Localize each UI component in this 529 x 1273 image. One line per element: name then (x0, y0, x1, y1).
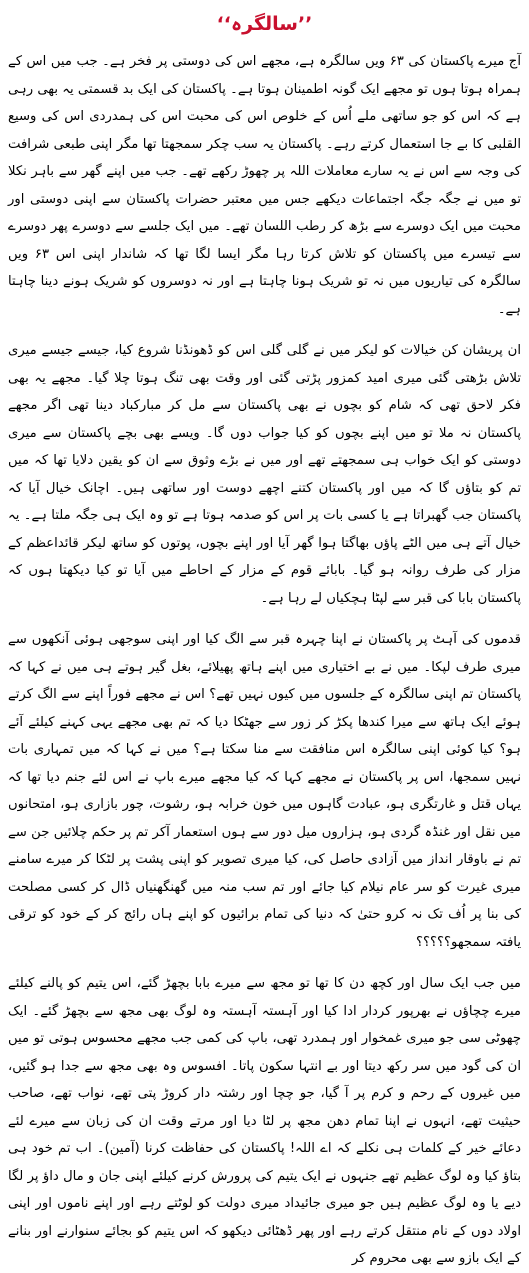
article-title: ’’سالگرہ‘‘ (216, 13, 313, 35)
article-paragraph-4: میں جب ایک سال اور کچھ دن کا تھا تو مجھ سے میرے بابا بچھڑ گئے، اس یتیم کو پالنے کیلئے میرے چچاؤں نے بھرپور کردار ادا کیا اور آہستہ آہستہ وہ لوگ بھی مجھ سے بچھڑ گئے۔ ایک چھوٹی سی جو میری غمخوار اور ہمدرد تھی، باپ کی کمی جب مجھے محسوس ہوتی تو میں ان کی گود میں سر رکھ دیتا اور بے انتہا سکون پاتا۔ افسوس وہ بھی مجھ سے جدا ہو گئیں، میں غیروں کے رحم و کرم پر آ گیا، جو چچا اور رشتہ دار کروڑ پتی تھے، نواب تھے، صاحب حیثیت تھے، انہوں نے اپنا تمام دھن مجھ پر لٹا دیا اور مرتے وقت ان کی زبان سے میرے لئے دعائے خیر کے کلمات ہی نکلے کہ اے اللہ! پاکستان کی حفاظت کرنا (آمین)۔ اب تم خود ہی بتاؤ کیا وہ لوگ عظیم تھے جنہوں نے ایک یتیم کی پرورش کرنے کیلئے اپنی جان و مال داؤ پر لگا دیے یا وہ لوگ عظیم ہیں جو میری جائیداد میری دولت کو لوٹتے رہے اور اپنے ناموں اور اپنی اولاد دوں کے نام منتقل کرتے رہے اور پھر ڈھٹائی دیکھو کہ اس یتیم کو بجائے سنوارنے اور بنانے کے ایک بازو سے بھی محروم کر (8, 976, 521, 1266)
article-paragraph-2: ان پریشان کن خیالات کو لیکر میں نے گلی گلی اس کو ڈھونڈنا شروع کیا، جیسے جیسے میری تلاش بڑھتی گئی میری امید کمزور پڑتی گئی اور وقت بھی تنگ ہوتا چلا گیا۔ مجھے یہ بھی فکر لاحق تھی کہ شام کو بچوں نے بھی پاکستان سے مل کر مبارکباد دینا تھی اگر مجھے پاکستان نہ ملا تو میں اپنے بچوں کو کیا جواب دوں گا۔ ویسے بھی بچے پاکستان سے میری دوستی کو ایک خواب ہی سمجھتے تھے اور میں نے بڑے وثوق سے ان کو یقین دلایا تھا کہ میں تم کو بتاؤں گا کہ میں اور پاکستان کتنے اچھے دوست اور ساتھی ہیں۔ اچانک خیال آیا کہ پاکستان جب گھبراتا ہے یا کسی بات پر اس کو صدمہ ہوتا ہے تو وہ ایک ہی جگہ ملتا ہے۔ یہ خیال آتے ہی میں الٹے پاؤں بھاگتا ہوا گھر آیا اور اپنے بچوں، پوتوں کو ساتھ لیکر قائداعظم کے مزار کی طرف روانہ ہو گیا۔ بابائے قوم کے مزار کے احاطے میں آیا تو کیا دیکھتا ہوں کہ پاکستان بابا کی قبر سے لپٹا ہچکیاں لے رہا ہے۔ (8, 343, 521, 606)
article-paragraph-3: قدموں کی آہٹ پر پاکستان نے اپنا چہرہ قبر سے الگ کیا اور اپنی سوجھی ہوئی آنکھوں سے میری طرف لپکا۔ میں نے بے اختیاری میں اپنے ہاتھ پھیلائے، بغل گیر ہوتے ہی میں نے کہا کہ پاکستان تم اپنی سالگرہ کے جلسوں میں کیوں نہیں تھے؟ اس نے مجھے فوراً اپنے سے الگ کرتے ہوئے ایک ہاتھ سے میرا کندھا پکڑ کر زور سے جھٹکا دیا کہ تم بھی مجھے یہی کہنے کیلئے آئے ہو؟ کیا کوئی اپنی سالگرہ اس منافقت سے منا سکتا ہے؟ میں نے کہا کہ میں تمہاری بات نہیں سمجھا، اس پر پاکستان نے مجھے کہا کہ کیا مجھے میرے باپ نے اس لئے جنم دیا تھا کہ یہاں قتل و غارتگری ہو، عبادت گاہوں میں خون خرابہ ہو، رشوت، چور بازاری ہو، امتحانوں میں نقل اور غنڈہ گردی ہو، ہزاروں میل دور سے ہوں استعمار آکر تم پر حکم چلائیں جن سے تم نے باوقار انداز میں آزادی حاصل کی، کیا میری تصویر کو اپنی پشت پر لٹکا کر میرے سامنے میری غیرت کو سر عام نیلام کیا جائے اور تم سب منہ میں گھنگھنیاں ڈال کر کسی مصلحت کی بنا پر اُف تک نہ کرو حتیٰ کہ دنیا کی تمام برائیوں کو اپنے ہاں رائج کر کے خود کو ترقی یافتہ سمجھو؟؟؟؟؟ (8, 632, 521, 950)
article-paragraph-1: آج میرے پاکستان کی ۶۳ ویں سالگرہ ہے، مجھے اس کی دوستی پر فخر ہے۔ جب میں اس کے ہمراہ ہوتا ہوں تو مجھے ایک گونہ اطمینان ہوتا ہے۔ پاکستان کی ایک بد قسمتی یہ بھی رہی ہے کہ اس کو جو ساتھی ملے اُس کے خلوص اس کی محبت اس کی ہمدردی اس کی وسیع القلبی کا بے جا استعمال کرتے رہے۔ پاکستان یہ سب چکر سمجھتا تھا مگر اپنی طبعی شرافت کی وجہ سے اس نے یہ سارے معاملات اللہ پر چھوڑ رکھے تھے۔ جب میں اپنے گھر سے باہر نکلا تو میں نے جگہ جگہ اجتماعات دیکھے جس میں معتبر حضرات پاکستان سے اپنی دوستی اور محبت میں ایک دوسرے سے بڑھ کر رطب اللسان تھے۔ میں ایک جلسے سے دوسرے پھر دوسرے سے تیسرے میں پاکستان کو تلاش کرتا رہا مگر ایسا لگا تھا کہ شاندار اپنی اس ۶۳ ویں سالگرہ کی تیاریوں میں نہ تو شریک ہونا چاہتا ہے اور نہ دوسروں کو شریک ہونے دینا چاہتا ہے۔ (8, 54, 521, 317)
